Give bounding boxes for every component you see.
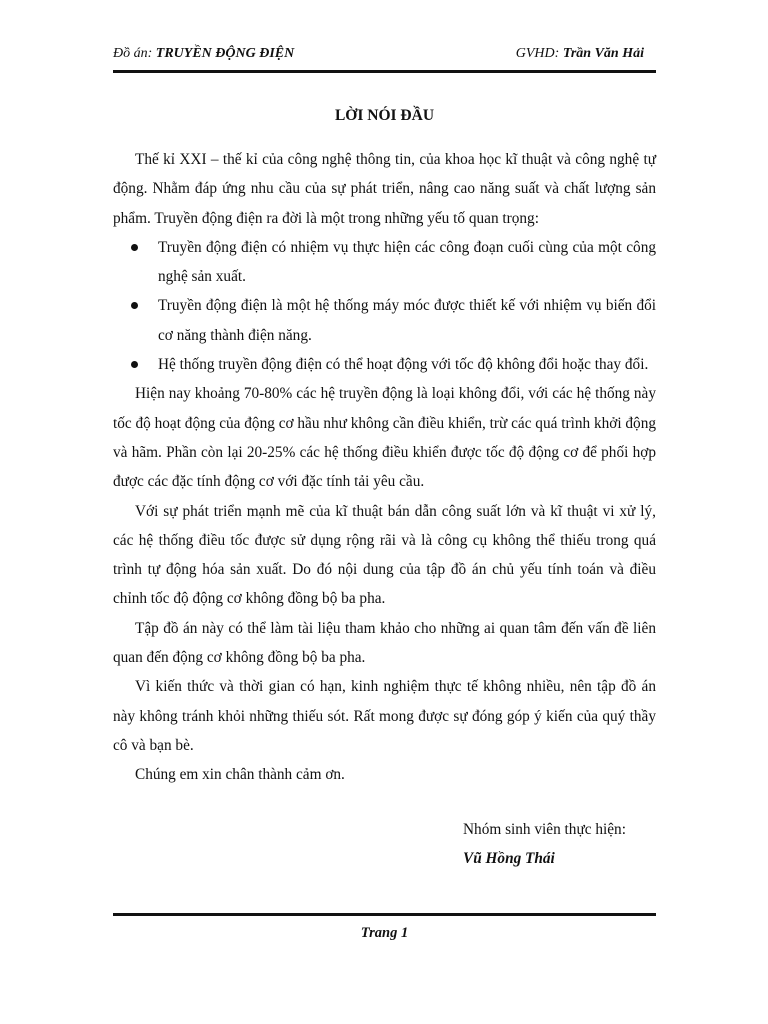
signature-block [463,815,626,873]
bullet-text: Truyền động điện là một hệ thống máy móc được thiết kế với nhiệm vụ biến đổi cơ năng thành điện năng. [158,297,656,344]
intro-paragraph: Thế kỉ XXI – thế kỉ của công nghệ thông tin, của khoa học kĩ thuật và công nghệ tự động. Nhằm đáp ứng nhu cầu của sự phát triển, nâng cao năng suất và chất lượng sản phẩm. Truyền động điện ra đời là một trong những yếu tố quan trọng: [113,151,656,227]
bullet-text: Hệ thống truyền động điện có thể hoạt động với tốc độ không đổi hoặc thay đổi. [158,356,649,374]
body-paragraph: Hiện nay khoảng 70-80% các hệ truyền động là loại không đổi, với các hệ thống này tốc độ hoạt động của động cơ hầu như không cần điều khiển, trừ các quá trình khởi động và hãm. Phần còn lại 20-25% các hệ thống điều khiển được tốc độ động cơ để phối hợp được các đặc tính động cơ với đặc tính tải yêu cầu. [113,385,656,491]
bullet-item [113,291,656,350]
closing-paragraph: Chúng em xin chân thành cảm ơn. [135,766,345,784]
page-header [113,44,656,66]
bullet-dot-icon [131,244,138,251]
bullet-text: Truyền động điện có nhiệm vụ thực hiện các công đoạn cuối cùng của một công nghệ sản xuất. [158,238,656,286]
bullet-dot-icon [131,302,138,309]
page-number: Trang 1 [360,925,409,941]
body-paragraph: Tập đồ án này có thể làm tài liệu tham khảo cho những ai quan tâm đến vấn đề liên quan đến động cơ không đồng bộ ba pha. [113,619,656,667]
bullet-item [113,233,656,292]
page-title: LỜI NÓI ĐẦU [334,107,435,124]
signature-name: Vũ Hồng Thái [463,850,555,867]
bullet-dot-icon [131,361,138,368]
body-paragraph: Vì kiến thức và thời gian có hạn, kinh nghiệm thực tế không nhiều, nên tập đồ án này không tránh khỏi những thiếu sót. Rất mong được sự đóng góp ý kiến của quý thầy cô và bạn bè. [113,678,656,754]
signature-role: Nhóm sinh viên thực hiện: [463,821,626,838]
header-project-prefix: Đồ án: [113,46,156,61]
document-body [113,145,656,790]
header-advisor-sep: : [554,46,563,61]
header-advisor-name: Trần Văn Hải [562,46,644,61]
header-project [113,46,294,62]
footer-divider [113,913,656,916]
bullet-item [113,350,656,379]
bullet-list [113,233,656,379]
header-divider [113,70,656,73]
header-advisor-prefix: GVHD [515,46,555,61]
header-advisor [516,46,644,62]
header-project-title: TRUYỀN ĐỘNG ĐIỆN [155,46,295,61]
body-paragraph: Với sự phát triển mạnh mẽ của kĩ thuật bán dẫn công suất lớn và kĩ thuật vi xử lý, các hệ thống điều tốc được sử dụng rộng rãi và là công cụ không thể thiếu trong quá trình tự động hóa sản xuất. Do đó nội dung của tập đồ án chủ yếu tính toán và điều chỉnh tốc độ động cơ không đồng bộ ba pha. [113,502,656,608]
